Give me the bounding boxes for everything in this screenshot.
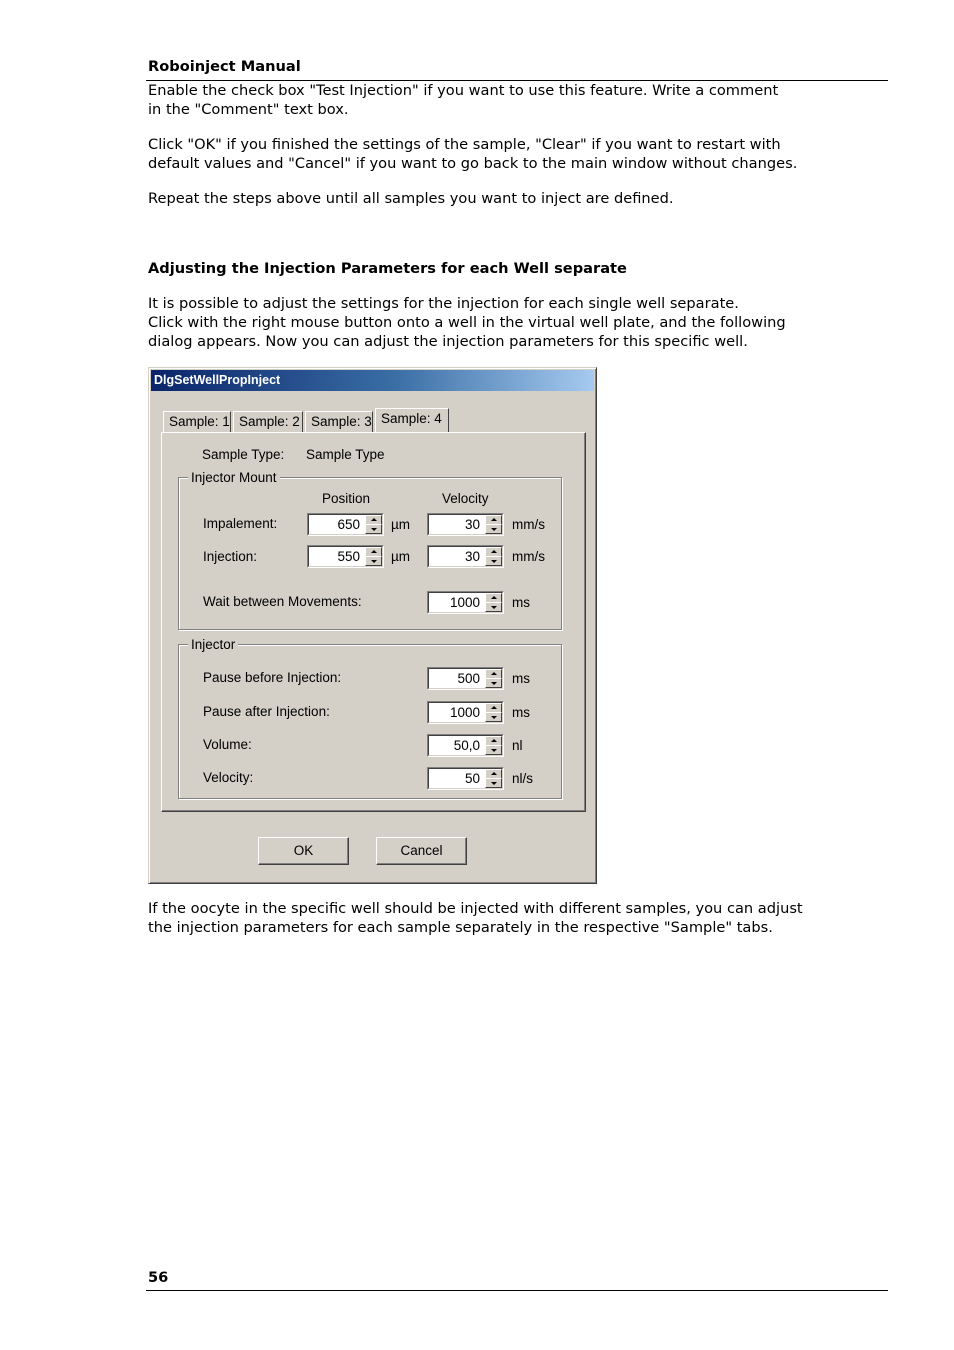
injector-mount-group-label: Injector Mount (188, 470, 280, 485)
dialog-title-bar[interactable] (151, 370, 594, 391)
wait-between-movements-label: Wait between Movements: (203, 594, 362, 609)
ok-button[interactable] (258, 837, 349, 865)
injection-position-unit: µm (391, 549, 411, 564)
spinner-value: 30 (464, 517, 480, 532)
spinner-value: 50,0 (453, 738, 480, 753)
spin-down-button[interactable] (485, 778, 502, 788)
injection-velocity-unit: mm/s (512, 549, 545, 564)
arrow-down-icon (491, 560, 497, 563)
arrow-down-icon (491, 528, 497, 531)
impalement-position-spinner[interactable] (307, 513, 384, 536)
volume-label: Volume: (203, 737, 252, 752)
tab-sample-4[interactable] (375, 408, 449, 432)
spinner-value: 1000 (449, 705, 480, 720)
document-header-title: Roboinject Manual (148, 58, 301, 75)
paragraph-line: Click "OK" if you finished the settings of the sample, "Clear" if you want to restart with (148, 136, 781, 153)
velocity-column-header: Velocity (442, 491, 489, 506)
arrow-down-icon (491, 782, 497, 785)
dialog-title: DlgSetWellPropInject (154, 373, 281, 387)
impalement-velocity-unit: mm/s (512, 517, 545, 532)
velocity-label: Velocity: (203, 770, 254, 785)
pause-before-injection-label: Pause before Injection: (203, 670, 342, 685)
injector-mount-group (178, 470, 562, 630)
paragraph-line: in the "Comment" text box. (148, 101, 349, 118)
impalement-velocity-spinner[interactable] (427, 513, 504, 536)
arrow-up-icon (371, 550, 377, 553)
pause-after-injection-spinner[interactable] (427, 701, 504, 724)
arrow-up-icon (491, 672, 497, 675)
tab-sample-1[interactable] (163, 411, 231, 432)
arrow-up-icon (491, 518, 497, 521)
dialog-window (148, 367, 597, 884)
cancel-button[interactable] (376, 837, 467, 865)
spin-down-button[interactable] (365, 524, 382, 534)
tab-panel (161, 432, 586, 812)
spinner-value: 650 (337, 517, 360, 532)
paragraph-line: the injection parameters for each sample separately in the respective "Sample" tabs. (148, 919, 773, 936)
sample-type-label: Sample Type: (202, 447, 285, 462)
velocity-spinner[interactable] (427, 767, 504, 790)
tab-sample-2[interactable] (233, 411, 303, 432)
injection-label: Injection: (203, 549, 258, 564)
velocity-unit: nl/s (512, 771, 534, 786)
spinner-value: 550 (337, 549, 360, 564)
arrow-up-icon (491, 596, 497, 599)
pause-after-unit: ms (512, 705, 530, 720)
spinner-value: 50 (464, 771, 480, 786)
pause-before-unit: ms (512, 671, 530, 686)
paragraph-line: default values and "Cancel" if you want to go back to the main window without changes. (148, 155, 798, 172)
paragraph-line: It is possible to adjust the settings for the injection for each single well separate. (148, 295, 739, 312)
wait-unit: ms (512, 595, 530, 610)
spinner-value: 30 (464, 549, 480, 564)
paragraph-line: If the oocyte in the specific well should be injected with different samples, you can adjust (148, 900, 803, 917)
paragraph-line: dialog appears. Now you can adjust the injection parameters for this specific well. (148, 333, 748, 350)
spinner-value: 500 (457, 671, 480, 686)
page-number: 56 (148, 1269, 169, 1286)
arrow-up-icon (491, 772, 497, 775)
arrow-up-icon (371, 518, 377, 521)
cancel-button-label: Cancel (400, 843, 443, 858)
tab-label: Sample: 4 (381, 411, 442, 426)
arrow-up-icon (491, 550, 497, 553)
spin-down-button[interactable] (485, 524, 502, 534)
tab-sample-3[interactable] (305, 411, 373, 432)
spin-down-button[interactable] (485, 602, 502, 612)
spinner-value: 1000 (449, 595, 480, 610)
volume-spinner[interactable] (427, 734, 504, 757)
section-heading: Adjusting the Injection Parameters for each Well separate (148, 260, 627, 277)
volume-unit: nl (512, 738, 523, 753)
injector-group-label: Injector (188, 637, 238, 652)
paragraph-line: Click with the right mouse button onto a well in the virtual well plate, and the following (148, 314, 786, 331)
impalement-label: Impalement: (203, 516, 278, 531)
arrow-up-icon (491, 739, 497, 742)
tab-label: Sample: 1 (169, 414, 230, 429)
arrow-down-icon (491, 716, 497, 719)
injection-velocity-spinner[interactable] (427, 545, 504, 568)
impalement-position-unit: µm (391, 517, 411, 532)
spin-down-button[interactable] (365, 556, 382, 566)
arrow-down-icon (491, 682, 497, 685)
position-column-header: Position (322, 491, 371, 506)
arrow-down-icon (371, 528, 377, 531)
injection-position-spinner[interactable] (307, 545, 384, 568)
spin-down-button[interactable] (485, 678, 502, 688)
footer-rule (146, 1290, 888, 1291)
pause-before-injection-spinner[interactable] (427, 667, 504, 690)
injector-group (178, 637, 562, 799)
arrow-down-icon (491, 606, 497, 609)
spin-down-button[interactable] (485, 745, 502, 755)
arrow-down-icon (371, 560, 377, 563)
paragraph-line: Enable the check box "Test Injection" if you want to use this feature. Write a comment (148, 82, 779, 99)
spin-down-button[interactable] (485, 556, 502, 566)
spin-down-button[interactable] (485, 712, 502, 722)
sample-type-value: Sample Type (306, 447, 385, 462)
tab-label: Sample: 3 (311, 414, 372, 429)
arrow-up-icon (491, 706, 497, 709)
paragraph-line: Repeat the steps above until all samples you want to inject are defined. (148, 190, 674, 207)
arrow-down-icon (491, 749, 497, 752)
tab-label: Sample: 2 (239, 414, 300, 429)
wait-between-movements-spinner[interactable] (427, 591, 504, 614)
pause-after-injection-label: Pause after Injection: (203, 704, 330, 719)
ok-button-label: OK (293, 843, 314, 858)
